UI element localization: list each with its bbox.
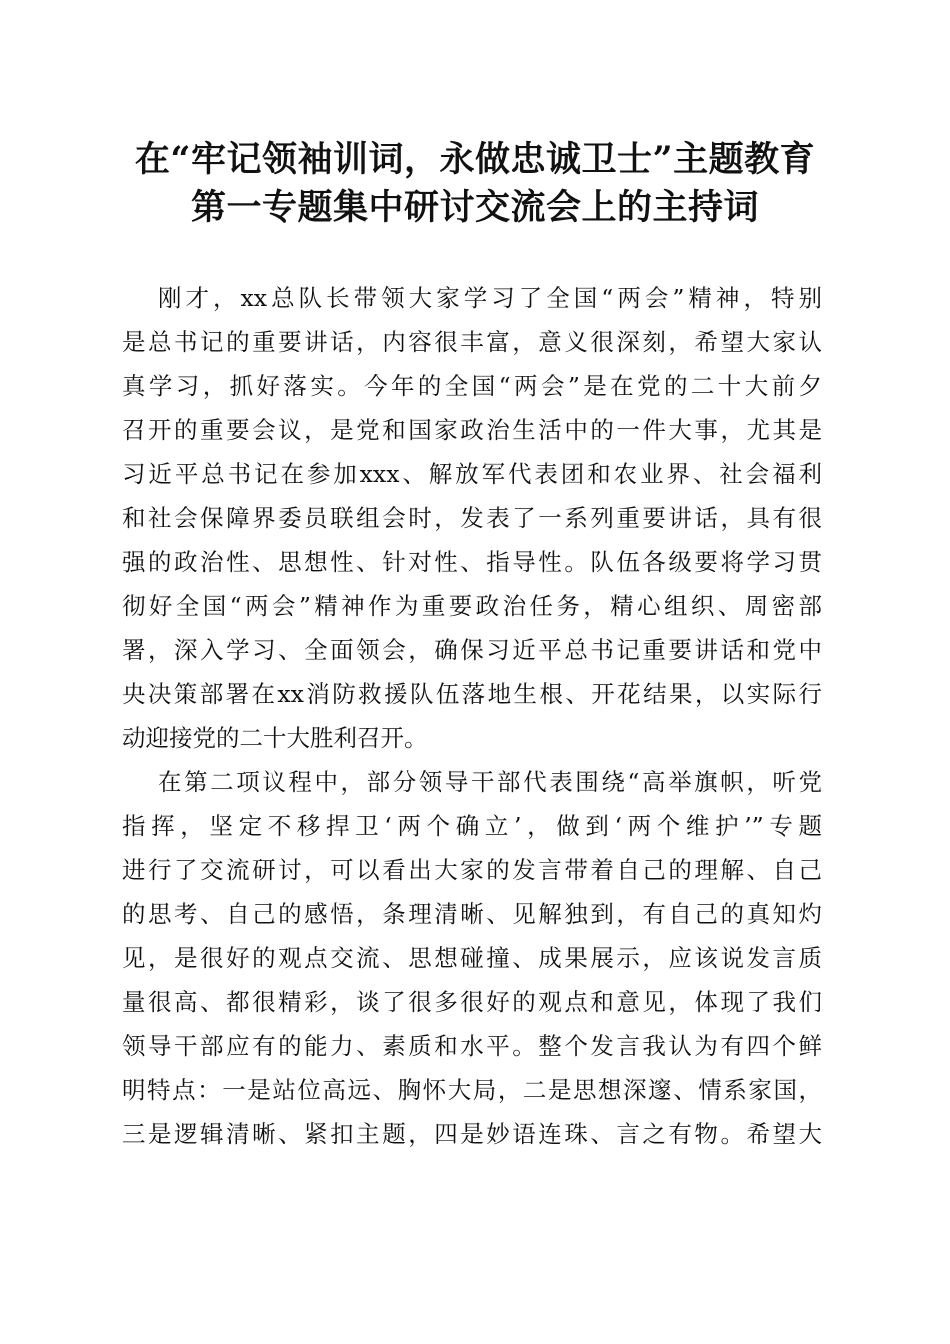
paragraph-2-line-3: 进行了交流研讨，可以看出大家的发言带着自己的理解、自己	[122, 856, 822, 884]
paragraph-2-line-1: 在第二项议程中，部分领导干部代表围绕“高举旗帜，听党	[158, 768, 822, 796]
paragraph-1-line-2: 是总书记的重要讲话，内容很丰富，意义很深刻，希望大家认	[122, 328, 822, 356]
paragraph-1-line-9: 署，深入学习、全面领会，确保习近平总书记重要讲话和党中	[122, 636, 822, 664]
paragraph-2-line-5: 见，是很好的观点交流、思想碰撞、成果展示，应该说发言质	[122, 944, 822, 972]
paragraph-1-line-4: 召开的重要会议，是党和国家政治生活中的一件大事，尤其是	[122, 416, 822, 444]
document-title-line-1: 在“牢记领袖训词，永做忠诚卫士”主题教育	[134, 139, 816, 180]
paragraph-1-line-5: 习近平总书记在参加xxx、解放军代表团和农业界、社会福利	[122, 460, 822, 488]
paragraph-1-line-6: 和社会保障界委员联组会时，发表了一系列重要讲话，具有很	[122, 504, 822, 532]
document-title-line-2: 第一专题集中研讨交流会上的主持词	[190, 187, 759, 228]
paragraph-1-line-1: 刚才，xx总队长带领大家学习了全国“两会”精神，特别	[158, 284, 822, 312]
paragraph-1-line-10: 央决策部署在xx消防救援队伍落地生根、开花结果，以实际行	[122, 680, 822, 708]
paragraph-1-line-8: 彻好全国“两会”精神作为重要政治任务，精心组织、周密部	[122, 592, 822, 620]
paragraph-2-line-6: 量很高、都很精彩，谈了很多很好的观点和意见，体现了我们	[122, 988, 822, 1016]
paragraph-1-line-11: 动迎接党的二十大胜利召开。	[122, 724, 428, 752]
paragraph-2-line-9: 三是逻辑清晰、紧扣主题，四是妙语连珠、言之有物。希望大	[122, 1120, 822, 1148]
paragraph-1-line-3: 真学习，抓好落实。今年的全国“两会”是在党的二十大前夕	[122, 372, 822, 400]
paragraph-2-line-8: 明特点：一是站位高远、胸怀大局，二是思想深邃、情系家国，	[122, 1076, 822, 1104]
paragraph-1-line-7: 强的政治性、思想性、针对性、指导性。队伍各级要将学习贯	[122, 548, 822, 576]
paragraph-2-line-2: 指挥，坚定不移捍卫‘两个确立’，做到‘两个维护’”专题	[122, 812, 822, 840]
paragraph-2-line-4: 的思考、自己的感悟，条理清晰、见解独到，有自己的真知灼	[122, 900, 822, 928]
paragraph-2-line-7: 领导干部应有的能力、素质和水平。整个发言我认为有四个鲜	[122, 1032, 822, 1060]
